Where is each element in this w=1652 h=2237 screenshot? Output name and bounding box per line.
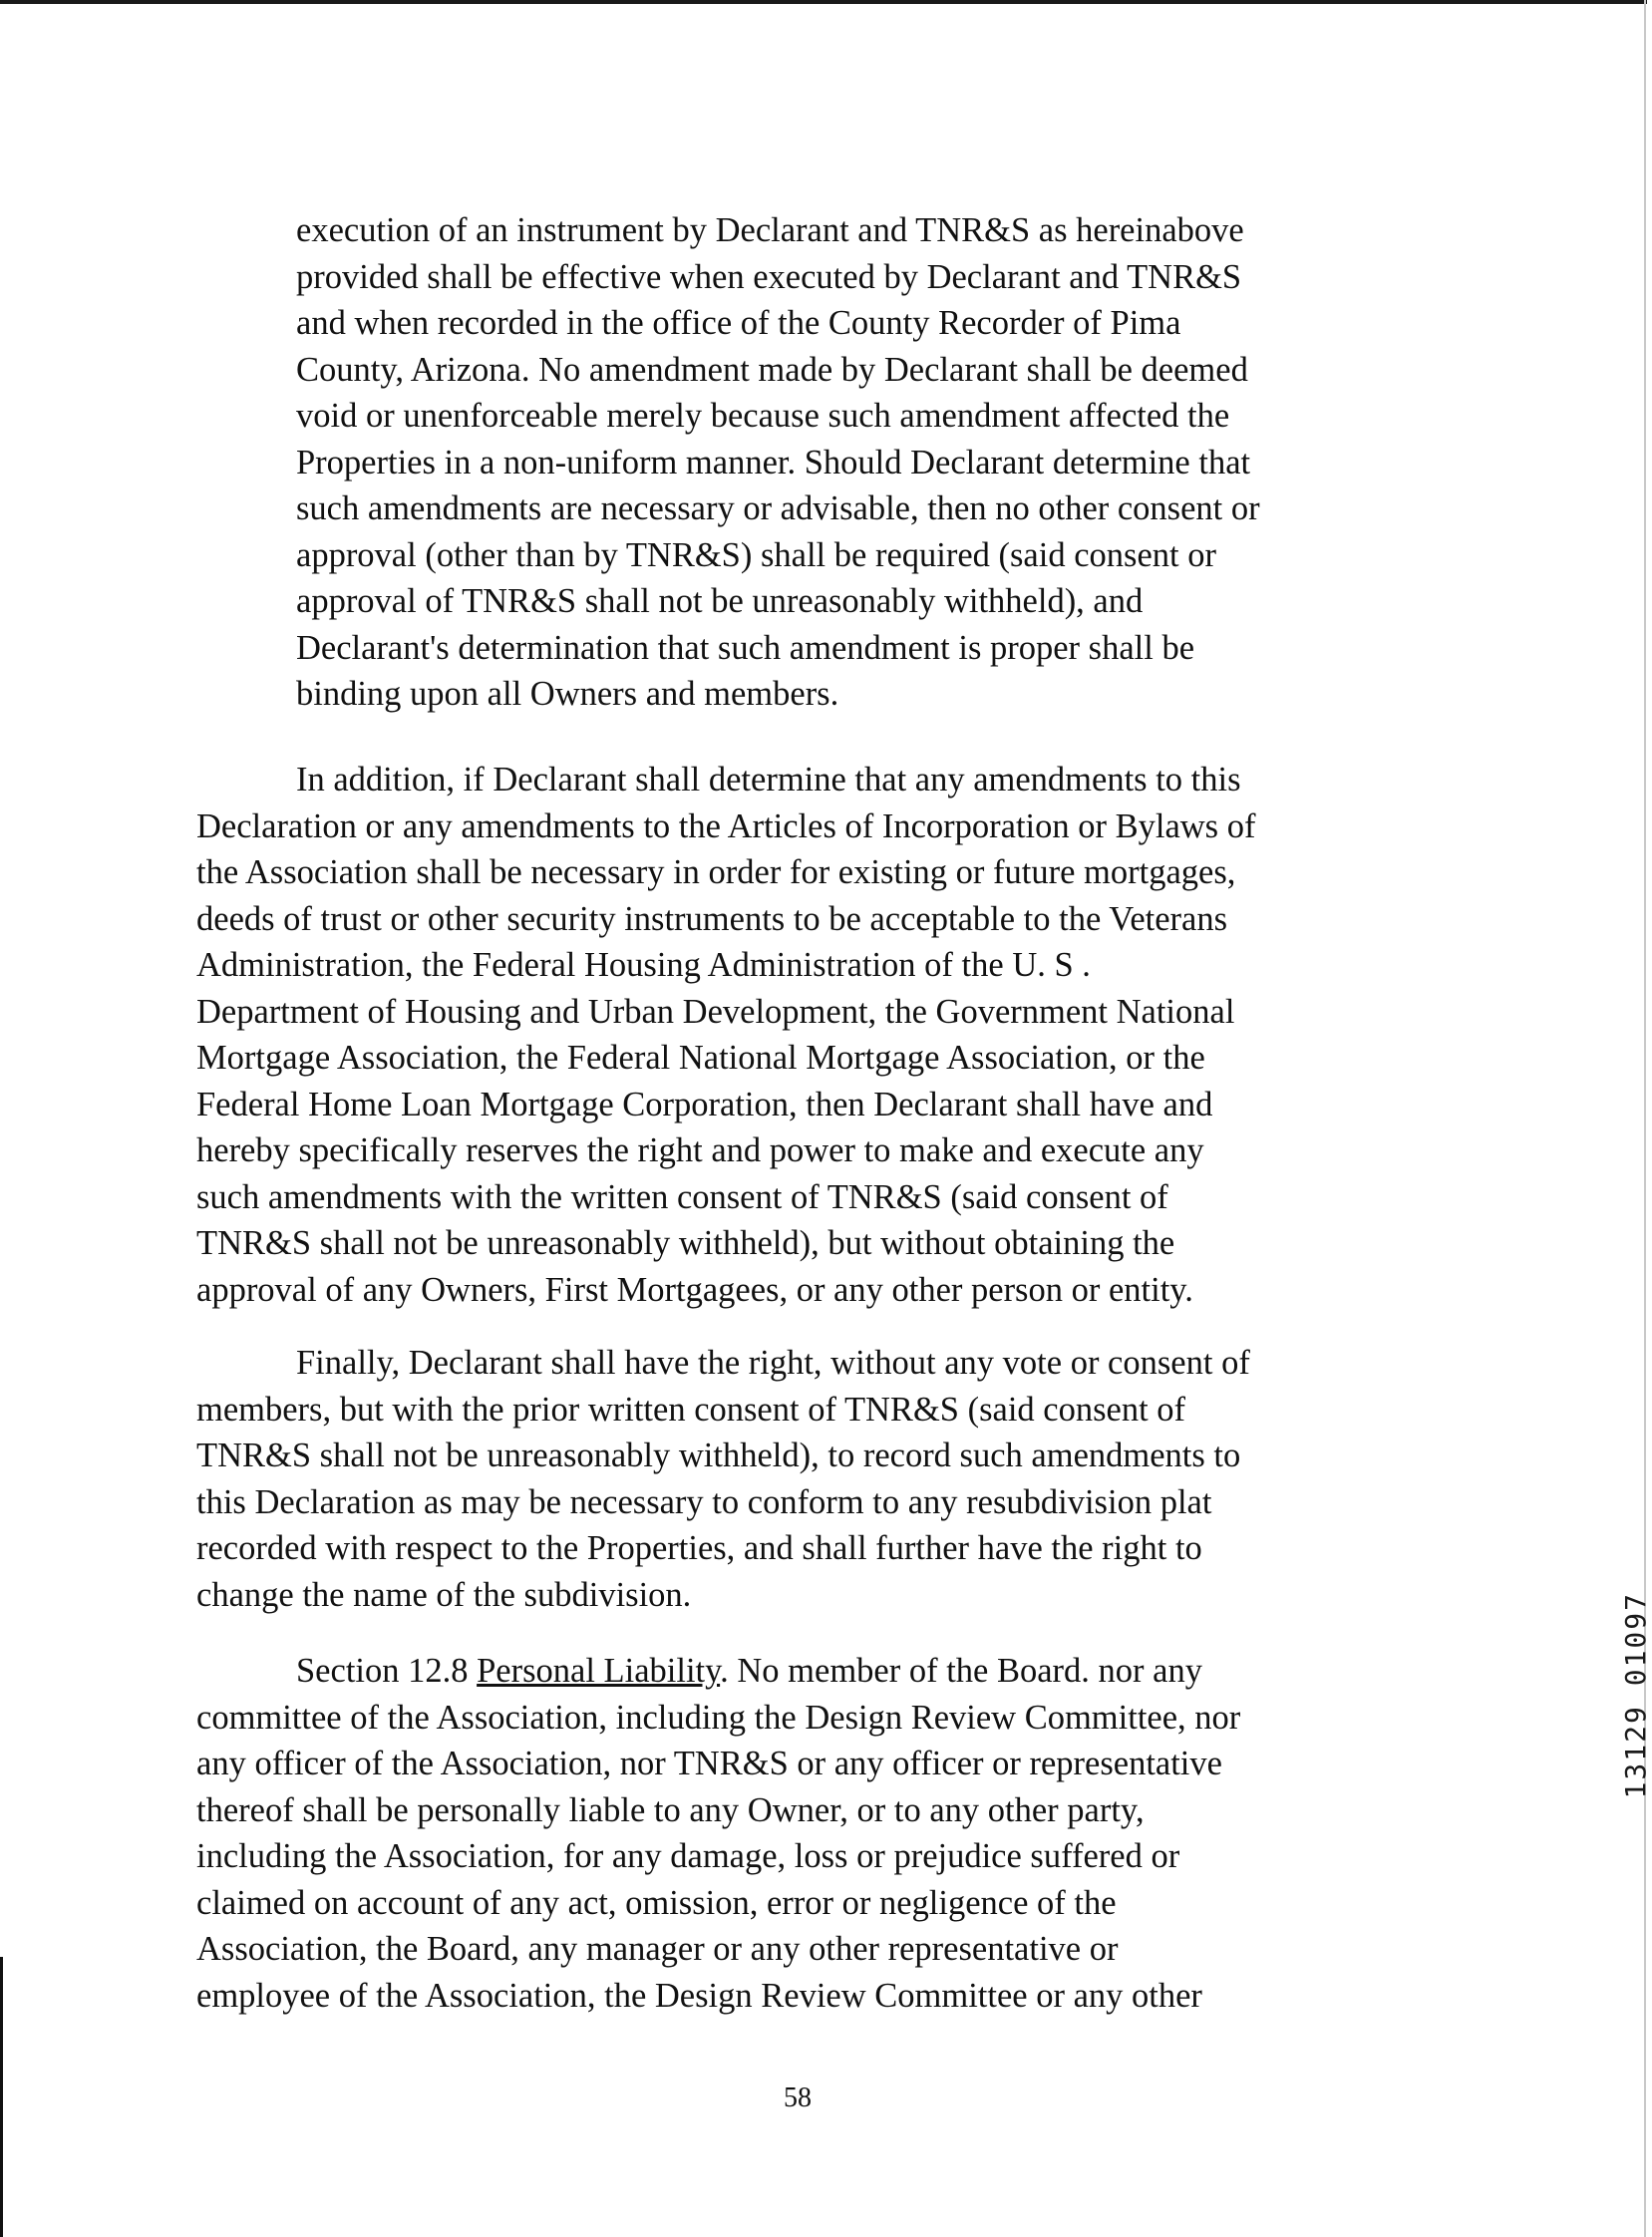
paragraph-amendment-execution	[296, 207, 1423, 718]
text-line: members, but with the prior written consent of TNR&S (said consent of	[196, 1390, 1186, 1429]
text-line: Federal Home Loan Mortgage Corporation, then Declarant shall have and	[196, 1085, 1213, 1123]
section-title: Personal Liability	[477, 1652, 721, 1690]
page-number: 58	[784, 2082, 812, 2113]
text-line: employee of the Association, the Design Review Committee or any other	[196, 1976, 1202, 2015]
scan-right-edge	[1644, 0, 1646, 2237]
text-line: committee of the Association, including the Design Review Committee, nor	[196, 1698, 1241, 1737]
text-line: this Declaration as may be necessary to conform to any resubdivision plat	[196, 1482, 1212, 1521]
text-line: such amendments with the written consent of TNR&S (said consent of	[196, 1177, 1168, 1216]
text-line: approval of TNR&S shall not be unreasonably withheld), and	[296, 582, 1144, 620]
text-line: approval (other than by TNR&S) shall be required (said consent or	[296, 535, 1216, 574]
section-heading-line	[196, 1648, 1453, 1695]
section-first-line-text: . No member of the Board. nor any	[720, 1652, 1202, 1690]
text-line: TNR&S shall not be unreasonably withheld), to record such amendments to	[196, 1437, 1241, 1474]
paragraph-finally	[196, 1340, 1453, 1618]
text-line: hereby specifically reserves the right and power to make and execute any	[196, 1131, 1204, 1169]
section-number: Section 12.8	[296, 1652, 478, 1690]
text-line: such amendments are necessary or advisable, then no other consent or	[296, 489, 1260, 527]
text-line: execution of an instrument by Declarant and TNR&S as hereinabove	[296, 211, 1244, 249]
text-line: the Association shall be necessary in order for existing or future mortgages,	[196, 853, 1236, 891]
text-line: Finally, Declarant shall have the right, without any vote or consent of	[296, 1344, 1250, 1382]
text-line: binding upon all Owners and members.	[296, 675, 839, 713]
text-line: and when recorded in the office of the County Recorder of Pima	[296, 304, 1181, 342]
paragraph-section-12-8	[196, 1648, 1453, 2019]
text-line: Properties in a non-uniform manner. Should Declarant determine that	[296, 443, 1251, 481]
text-line: claimed on account of any act, omission, error or negligence of the	[196, 1883, 1117, 1922]
text-line: change the name of the subdivision.	[196, 1575, 692, 1614]
text-line: including the Association, for any damage, loss or prejudice suffered or	[196, 1837, 1180, 1875]
text-line: thereof shall be personally liable to any Owner, or to any other party,	[196, 1790, 1145, 1829]
text-line: void or unenforceable merely because such amendment affected the	[296, 397, 1230, 435]
text-line: Association, the Board, any manager or any other representative or	[196, 1930, 1119, 1968]
text-line: provided shall be effective when executed by Declarant and TNR&S	[296, 257, 1242, 296]
paragraph-in-addition	[196, 757, 1453, 1313]
scan-top-border	[0, 0, 1647, 4]
text-line: County, Arizona. No amendment made by Declarant shall be deemed	[296, 350, 1248, 389]
text-line: Department of Housing and Urban Development, the Government National	[196, 992, 1235, 1031]
text-line: In addition, if Declarant shall determine that any amendments to this	[296, 761, 1241, 799]
text-line: recorded with respect to the Properties, and shall further have the right to	[196, 1529, 1202, 1567]
text-line: Administration, the Federal Housing Administration of the U. S .	[196, 946, 1091, 984]
text-line: any officer of the Association, nor TNR&S or any officer or representative	[196, 1745, 1222, 1782]
text-line: deeds of trust or other security instruments to be acceptable to the Veterans	[196, 899, 1228, 938]
text-line: Declarant's determination that such amendment is proper shall be	[296, 628, 1195, 667]
text-line: approval of any Owners, First Mortgagees, or any other person or entity.	[196, 1270, 1193, 1309]
text-line: Declaration or any amendments to the Articles of Incorporation or Bylaws of	[196, 806, 1256, 845]
text-line: TNR&S shall not be unreasonably withheld), but without obtaining the	[196, 1224, 1175, 1262]
scan-left-edge-mark	[0, 1957, 3, 2237]
recording-stamp: 13129 01097	[1619, 1592, 1652, 1799]
text-line: Mortgage Association, the Federal National Mortgage Association, or the	[196, 1039, 1205, 1077]
